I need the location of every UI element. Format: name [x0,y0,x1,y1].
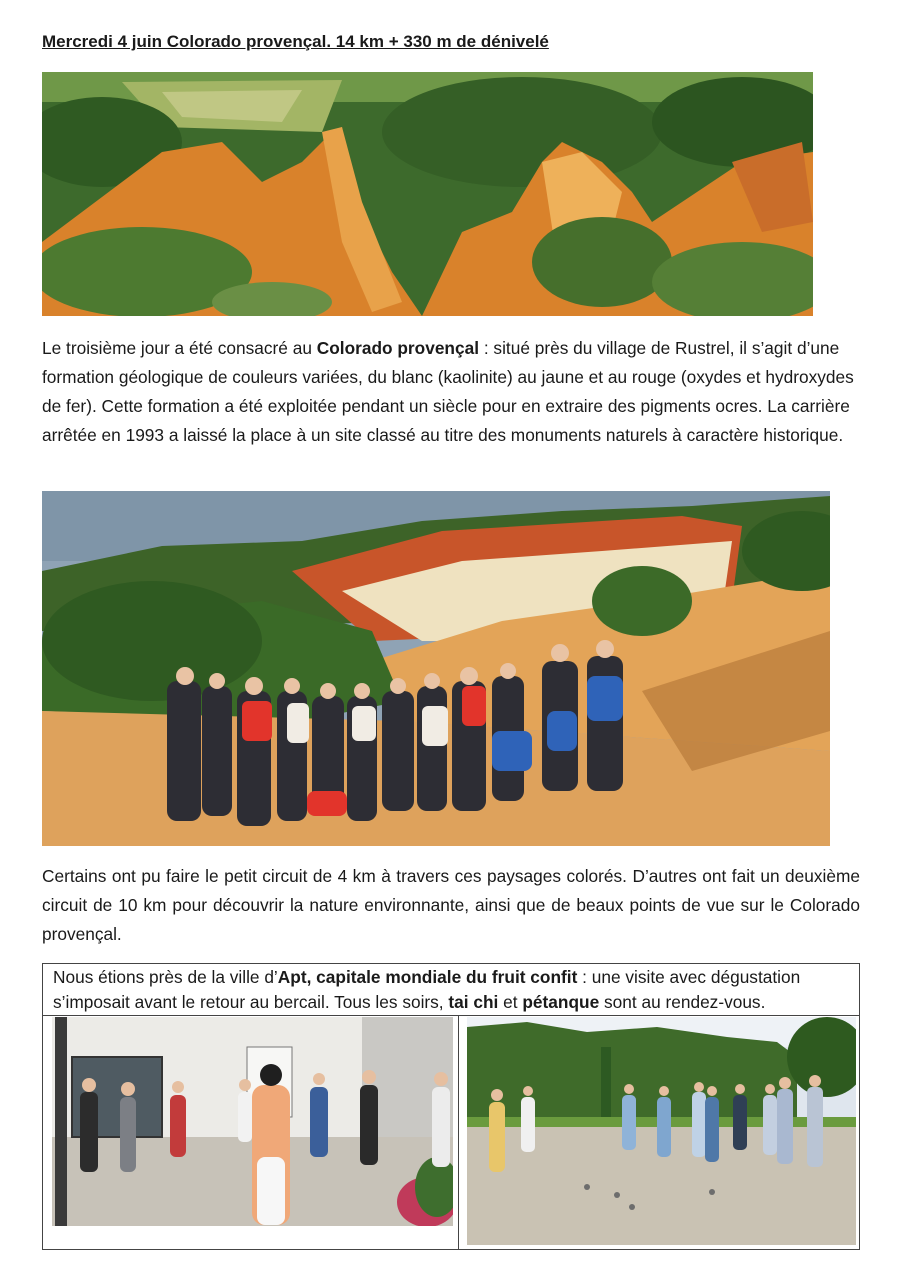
note-text-4: sont au rendez-vous. [599,992,766,1012]
evening-activities-box [42,963,860,1250]
note-text-3: et [498,992,523,1012]
ochre-cliffs-photo [42,72,813,316]
petanque-highlight: pétanque [522,992,600,1012]
intro-text: Le troisième jour a été consacré au [42,338,317,358]
box-divider-vertical [458,1015,459,1249]
group-photo [42,491,830,846]
apt-note [53,965,853,1015]
intro-paragraph [42,334,860,450]
tai-chi-photo [52,1017,453,1226]
note-text-1: Nous étions près de la ville d’ [53,967,278,987]
box-divider-horizontal [43,1015,859,1016]
apt-highlight: Apt, capitale mondiale du fruit confit [277,967,578,987]
circuit-paragraph: Certains ont pu faire le petit circuit de 4 km à travers ces paysages colorés. D’autres ont fait un deuxième circuit de 10 km pour découvrir la nature environnante, ainsi que de beaux points de vue sur le Colorado provençal. [42,866,860,944]
intro-rest-text: : situé près du village de Rustrel, il s’agit d’une formation géologique de couleurs variées, du blanc (kaolinite) au jaune et au rouge (oxydes et hydroxydes de fer). Cette formation a été exploitée pendant un siècle pour en extraire des pigments ocres. La carrière arrêtée en 1993 a laissé la place à un site classé au titre des monuments naturels à caractère historique. [42,338,854,445]
petanque-photo [467,1017,856,1245]
page-title: Mercredi 4 juin Colorado provençal. 14 km + 330 m de dénivelé [42,32,549,51]
note-text-2: : une visite avec dégustation s’imposait avant le retour au bercail. Tous les soirs, [53,967,801,1012]
tai-chi-highlight: tai chi [448,992,499,1012]
colorado-highlight: Colorado provençal [316,338,480,358]
